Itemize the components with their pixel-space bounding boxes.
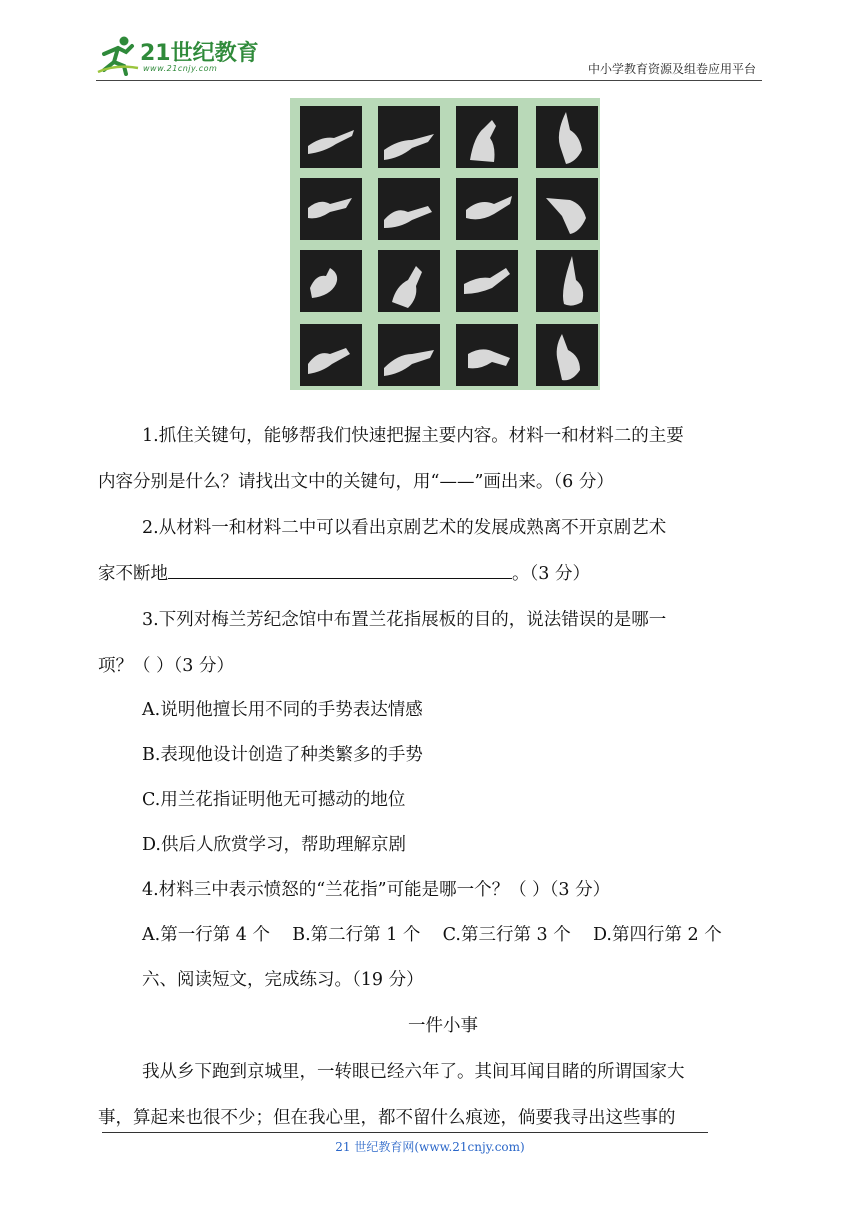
hand-gesture-cell: [378, 250, 440, 312]
footer-link[interactable]: 21 世纪教育网(www.21cnjy.com): [335, 1140, 525, 1154]
hand-icon: [456, 324, 518, 386]
hand-gesture-cell: [536, 106, 598, 168]
hand-icon: [536, 178, 598, 240]
hand-icon: [536, 324, 598, 386]
hand-icon: [536, 250, 598, 312]
story-title: 一件小事: [408, 1016, 478, 1036]
story-para-line1: 我从乡下跑到京城里，一转眼已经六年了。其间耳闻目睹的所谓国家大: [142, 1062, 685, 1082]
q2-prefix: 家不断地: [98, 564, 168, 584]
header-divider: [96, 80, 762, 81]
hand-icon: [536, 106, 598, 168]
footer-divider: [102, 1132, 708, 1133]
story-para-line2: 事，算起来也很不少；但在我心里，都不留什么痕迹，倘要我寻出这些事的: [98, 1108, 676, 1128]
hand-icon: [378, 324, 440, 386]
hand-gesture-cell: [456, 178, 518, 240]
q2-line1: 2.从材料一和材料二中可以看出京剧艺术的发展成熟离不开京剧艺术: [142, 518, 667, 538]
q3-option-b: B.表现他设计创造了种类繁多的手势: [142, 745, 423, 765]
q4-line1: 4.材料三中表示愤怒的“兰花指”可能是哪一个？（ ）（3 分）: [142, 880, 611, 900]
hand-gesture-photo-grid: [290, 98, 600, 390]
logo-text: 21世纪教育: [140, 41, 259, 66]
q2-line2: [98, 560, 590, 585]
hand-gesture-cell: [300, 324, 362, 386]
hand-gesture-cell: [456, 106, 518, 168]
q3-option-a: A.说明他擅长用不同的手势表达情感: [142, 700, 423, 720]
hand-gesture-cell: [378, 106, 440, 168]
q1-line2: 内容分别是什么？请找出文中的关键句，用“——”画出来。（6 分）: [98, 472, 614, 492]
hand-icon: [300, 324, 362, 386]
hand-icon: [456, 250, 518, 312]
q1-line1: 1.抓住关键句，能够帮我们快速把握主要内容。材料一和材料二的主要: [142, 426, 684, 446]
hand-gesture-cell: [456, 250, 518, 312]
hand-icon: [300, 178, 362, 240]
hand-gesture-cell: [300, 250, 362, 312]
logo-url: www.21cnjy.com: [143, 64, 218, 73]
q3-option-c: C.用兰花指证明他无可撼动的地位: [142, 790, 406, 810]
hand-icon: [456, 106, 518, 168]
section-6-heading: 六、阅读短文，完成练习。（19 分）: [142, 970, 424, 990]
hand-gesture-cell: [378, 178, 440, 240]
hand-gesture-cell: [536, 178, 598, 240]
hand-icon: [378, 178, 440, 240]
q2-suffix: 。（3 分）: [512, 564, 590, 584]
hand-gesture-cell: [378, 324, 440, 386]
hand-gesture-cell: [536, 250, 598, 312]
q3-line1: 3.下列对梅兰芳纪念馆中布置兰花指展板的目的，说法错误的是哪一: [142, 610, 667, 630]
hand-icon: [378, 106, 440, 168]
running-figure-icon: [96, 34, 140, 76]
site-logo: [96, 34, 266, 76]
q4-options: A.第一行第 4 个 B.第二行第 1 个 C.第三行第 3 个 D.第四行第 2 个: [142, 925, 722, 945]
hand-icon: [300, 106, 362, 168]
answer-blank[interactable]: [168, 560, 512, 579]
platform-name: 中小学教育资源及组卷应用平台: [587, 62, 756, 76]
hand-gesture-cell: [300, 178, 362, 240]
hand-gesture-cell: [456, 324, 518, 386]
hand-icon: [378, 250, 440, 312]
q3-option-d: D.供后人欣赏学习，帮助理解京剧: [142, 835, 406, 855]
hand-icon: [300, 250, 362, 312]
hand-icon: [456, 178, 518, 240]
hand-gesture-cell: [300, 106, 362, 168]
page-header: [96, 30, 762, 80]
q3-line2: 项？（ ）（3 分）: [98, 656, 235, 676]
hand-gesture-cell: [536, 324, 598, 386]
